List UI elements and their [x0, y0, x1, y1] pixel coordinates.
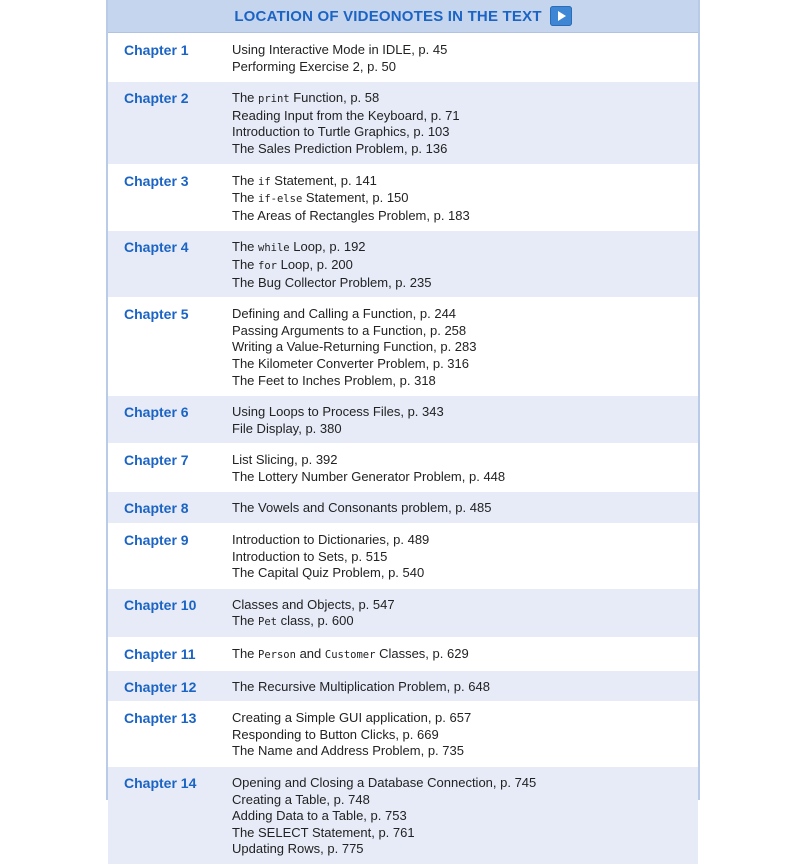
videonote-text: The	[232, 190, 259, 206]
videonote-item[interactable]	[232, 500, 698, 517]
videonotes-panel	[106, 0, 700, 857]
videonote-item[interactable]	[232, 257, 698, 275]
chapter-label: Chapter 4	[124, 239, 189, 256]
videonote-item[interactable]	[232, 356, 698, 373]
videonote-text: File Display, p. 380	[232, 420, 342, 436]
chapter-label: Chapter 9	[124, 532, 189, 549]
videonote-text: The Sales Prediction Problem, p. 136	[232, 140, 448, 156]
chapter-label: Chapter 6	[124, 404, 189, 421]
chapter-row	[108, 767, 698, 865]
videonote-item[interactable]	[232, 597, 698, 614]
videonote-text: The	[232, 172, 259, 188]
chapter-label: Chapter 5	[124, 306, 189, 323]
chapter-label: Chapter 12	[124, 678, 197, 695]
chapter-row	[108, 396, 698, 444]
videonote-list	[232, 597, 698, 631]
videonote-list	[232, 42, 698, 75]
videonote-item[interactable]	[232, 339, 698, 356]
videonote-item[interactable]	[232, 808, 698, 825]
videonote-text: Passing Arguments to a Function, p. 258	[232, 322, 467, 338]
videonote-item[interactable]	[232, 679, 698, 696]
videonote-text: The	[232, 646, 259, 662]
videonote-text: The Lottery Number Generator Problem, p. 448	[232, 468, 506, 484]
videonote-list	[232, 532, 698, 582]
videonote-item[interactable]	[232, 323, 698, 340]
page-title: LOCATION OF VIDEONOTES IN THE TEXT	[234, 7, 542, 25]
chapter-row	[108, 231, 698, 298]
videonote-item[interactable]	[232, 173, 698, 191]
videonote-text: The Feet to Inches Problem, p. 318	[232, 372, 436, 388]
code-term: Pet	[258, 616, 277, 629]
videonote-text: and	[295, 646, 325, 662]
videonote-text: The Areas of Rectangles Problem, p. 183	[232, 207, 470, 223]
play-icon	[550, 6, 572, 26]
videonote-item[interactable]	[232, 727, 698, 744]
videonote-text: The Kilometer Converter Problem, p. 316	[232, 355, 469, 371]
chapter-label: Chapter 13	[124, 710, 197, 727]
videonote-item[interactable]	[232, 646, 698, 664]
videonote-list	[232, 90, 698, 157]
chapter-row	[108, 524, 698, 589]
videonote-item[interactable]	[232, 710, 698, 727]
videonote-item[interactable]	[232, 469, 698, 486]
videonote-item[interactable]	[232, 549, 698, 566]
videonote-list	[232, 306, 698, 389]
videonote-item[interactable]	[232, 743, 698, 760]
videonote-text: Statement, p. 150	[302, 190, 409, 206]
videonote-text: Defining and Calling a Function, p. 244	[232, 306, 457, 322]
chapter-row	[108, 444, 698, 492]
videonote-text: The Vowels and Consonants problem, p. 485	[232, 500, 492, 516]
videonote-text: The Name and Address Problem, p. 735	[232, 743, 464, 759]
videonote-text: Introduction to Sets, p. 515	[232, 548, 388, 564]
chapter-row	[108, 298, 698, 396]
videonote-text: Introduction to Turtle Graphics, p. 103	[232, 124, 450, 140]
videonote-item[interactable]	[232, 565, 698, 582]
videonote-item[interactable]	[232, 613, 698, 631]
videonote-item[interactable]	[232, 373, 698, 390]
videonote-item[interactable]	[232, 42, 698, 59]
chapter-label: Chapter 14	[124, 775, 197, 791]
videonote-list	[232, 404, 698, 437]
videonote-text: The	[232, 613, 259, 629]
videonote-item[interactable]	[232, 190, 698, 208]
videonote-text: Loop, p. 200	[276, 256, 353, 272]
chapter-row	[108, 492, 698, 524]
videonote-text: class, p. 600	[276, 613, 354, 629]
chapter-row	[108, 589, 698, 638]
chapter-label: Chapter 1	[124, 42, 189, 58]
chapter-row	[108, 82, 698, 164]
chapter-label: Chapter 2	[124, 90, 189, 107]
videonote-item[interactable]	[232, 239, 698, 257]
code-term: if-else	[258, 193, 303, 206]
videonote-text: The	[232, 239, 259, 255]
code-term: Person	[258, 649, 296, 662]
videonote-list	[232, 500, 698, 517]
videonote-item[interactable]	[232, 421, 698, 438]
videonote-text: Creating a Simple GUI application, p. 657	[232, 710, 472, 726]
videonote-text: The Capital Quiz Problem, p. 540	[232, 565, 425, 581]
chapter-label: Chapter 10	[124, 596, 197, 613]
chapter-row	[108, 702, 698, 767]
chapter-row	[108, 638, 698, 671]
videonote-item[interactable]	[232, 841, 698, 858]
code-term: while	[258, 242, 290, 255]
videonote-item[interactable]	[232, 208, 698, 225]
videonote-item[interactable]	[232, 825, 698, 842]
chapter-row	[108, 165, 698, 232]
chapter-list	[108, 34, 698, 865]
videonote-list	[232, 679, 698, 696]
videonote-text: Responding to Button Clicks, p. 669	[232, 726, 439, 742]
videonote-text: Statement, p. 141	[270, 172, 377, 188]
videonote-text: The SELECT Statement, p. 761	[232, 824, 415, 840]
videonote-item[interactable]	[232, 452, 698, 469]
videonote-list	[232, 710, 698, 760]
videonote-item[interactable]	[232, 108, 698, 125]
videonote-item[interactable]	[232, 124, 698, 141]
chapter-label: Chapter 3	[124, 172, 189, 189]
videonote-list	[232, 173, 698, 225]
videonote-text: Writing a Value-Returning Function, p. 283	[232, 339, 477, 355]
chapter-row	[108, 671, 698, 703]
videonote-text: The Recursive Multiplication Problem, p. 648	[232, 678, 490, 694]
chapter-row	[108, 34, 698, 82]
videonote-text: Introduction to Dictionaries, p. 489	[232, 532, 430, 548]
videonote-item[interactable]	[232, 141, 698, 158]
videonote-text: Using Loops to Process Files, p. 343	[232, 404, 444, 420]
videonote-item[interactable]	[232, 306, 698, 323]
videonote-text: Loop, p. 192	[289, 239, 366, 255]
videonote-text: Opening and Closing a Database Connection, p. 745	[232, 775, 537, 790]
videonote-list	[232, 646, 698, 664]
code-term: print	[258, 93, 290, 106]
videonote-item[interactable]	[232, 532, 698, 549]
code-term: if	[258, 175, 271, 188]
videonote-item[interactable]	[232, 275, 698, 292]
videonote-text: Classes, p. 629	[375, 646, 469, 662]
videonote-list	[232, 239, 698, 291]
videonote-text: Performing Exercise 2, p. 50	[232, 58, 397, 74]
videonote-text: List Slicing, p. 392	[232, 452, 338, 468]
videonote-text: Using Interactive Mode in IDLE, p. 45	[232, 42, 448, 57]
videonote-text: Reading Input from the Keyboard, p. 71	[232, 107, 460, 123]
videonote-text: Function, p. 58	[289, 90, 380, 106]
panel-header	[108, 0, 698, 33]
chapter-label: Chapter 7	[124, 452, 189, 469]
code-term: Customer	[324, 649, 376, 662]
videonote-text: Classes and Objects, p. 547	[232, 596, 395, 612]
videonote-text: Creating a Table, p. 748	[232, 791, 370, 807]
videonote-list	[232, 775, 698, 858]
videonote-item[interactable]	[232, 775, 698, 792]
videonote-item[interactable]	[232, 59, 698, 76]
videonote-item[interactable]	[232, 792, 698, 809]
videonote-text: The	[232, 256, 259, 272]
videonote-text: The Bug Collector Problem, p. 235	[232, 274, 432, 290]
videonote-item[interactable]	[232, 404, 698, 421]
videonote-text: The	[232, 90, 259, 106]
chapter-label: Chapter 8	[124, 500, 189, 517]
videonote-list	[232, 452, 698, 485]
videonote-text: Adding Data to a Table, p. 753	[232, 808, 407, 824]
code-term: for	[258, 259, 277, 272]
videonote-text: Updating Rows, p. 775	[232, 841, 364, 857]
videonote-item[interactable]	[232, 90, 698, 108]
chapter-label: Chapter 11	[124, 646, 196, 663]
